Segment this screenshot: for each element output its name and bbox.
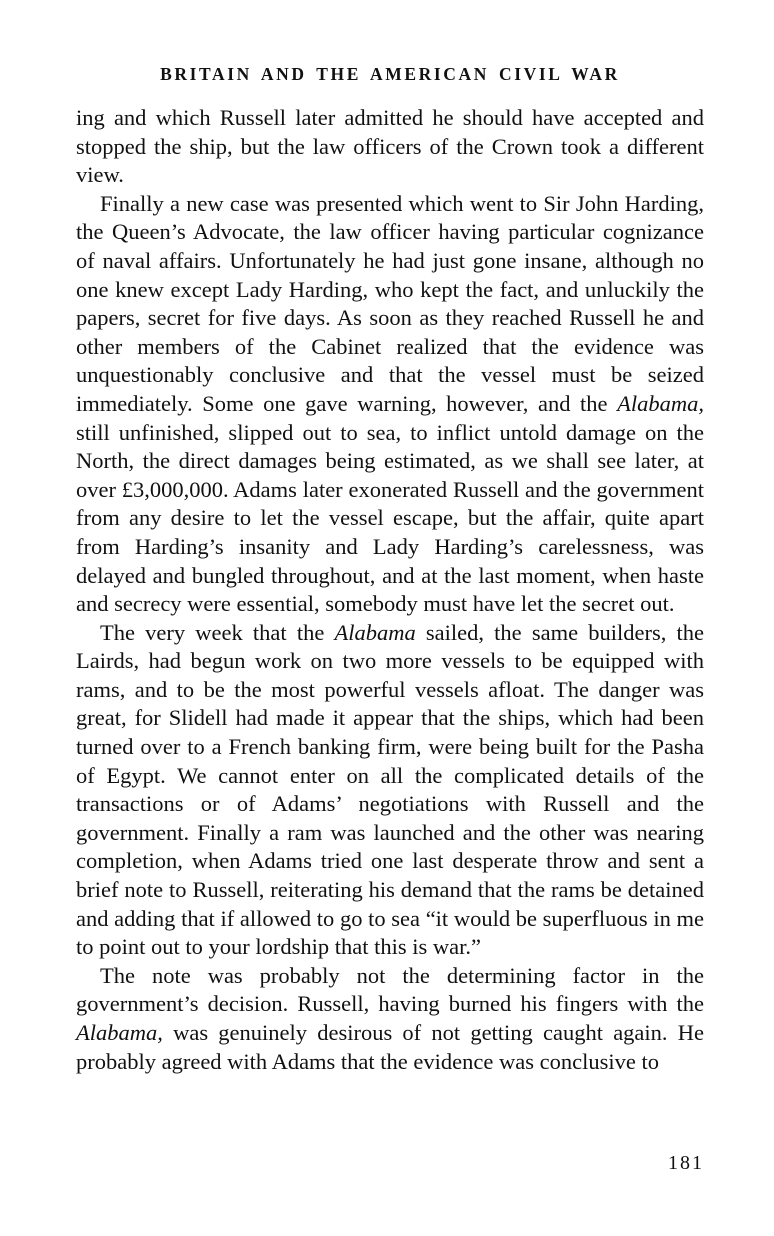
paragraph-4-text-a: The note was probably not the determining factor in the government’s decision. Russell, having burned his fingers with the [76, 962, 704, 1017]
ship-name-alabama: Alabama [334, 619, 416, 645]
paragraph-3-text-b: sailed, the same builders, the Lairds, had begun work on two more vessels to be equipped with rams, and to be the most powerful vessels afloat. The danger was great, for Slidell had made it appear that the ships, which had been turned over to a French banking firm, were being built for the Pasha of Egypt. We cannot enter on all the complicated details of the transactions or of Adams’ negotiations with Russell and the government. Finally a ram was launched and the other was nearing completion, when Adams tried one last desperate throw and sent a brief note to Russell, reiterating his demand that the rams be detained and adding that if allowed to go to sea “it would be superfluous in me to point out to your lordship that this is war.” [76, 619, 704, 960]
running-head: BRITAIN AND THE AMERICAN CIVIL WAR [160, 64, 620, 84]
ship-name-alabama: Alabama, [76, 1020, 163, 1045]
ship-name-alabama: Alabama, [617, 390, 704, 416]
body-text [76, 104, 704, 1076]
paragraph-2-text-b: still unfinished, slipped out to sea, to inflict untold damage on the North, the direct damages being estimated, as we shall see later, at over £3,000,000. Adams later exonerated Russell and the government from any desire to let the vessel escape, but the affair, quite apart from Harding’s insanity and Lady Harding’s carelessness, was delayed and bungled throughout, and at the last moment, when haste and secrecy were essential, somebody must have let the secret out. [76, 419, 704, 617]
paragraph-1-text: ing and which Russell later admitted he should have accepted and stopped the ship, but the law officers of the Crown took a different view. [76, 105, 704, 188]
page-number: 181 [668, 1152, 704, 1174]
paragraph-4-text-b: was genuinely desirous of not getting caught again. He probably agreed with Adams that the evidence was conclusive to [76, 1020, 704, 1074]
paragraph-3-text-a: The very week that the [100, 619, 335, 645]
paragraph-3 [76, 619, 704, 962]
paragraph-2 [76, 190, 704, 619]
paragraph-4 [76, 962, 704, 1076]
paragraph-1 [76, 104, 704, 190]
book-page [76, 0, 704, 1236]
paragraph-2-text-a: Finally a new case was presented which went to Sir John Harding, the Queen’s Advocate, the law officer having particular cognizance of naval affairs. Unfortunately he had just gone insane, although no one knew except Lady Harding, who kept the fact, and unluckily the papers, secret for five days. As soon as they reached Russell he and other members of the Cabinet realized that the evidence was unquestionably conclusive and that the vessel must be seized immediately. Some one gave warning, however, and the [76, 190, 704, 416]
